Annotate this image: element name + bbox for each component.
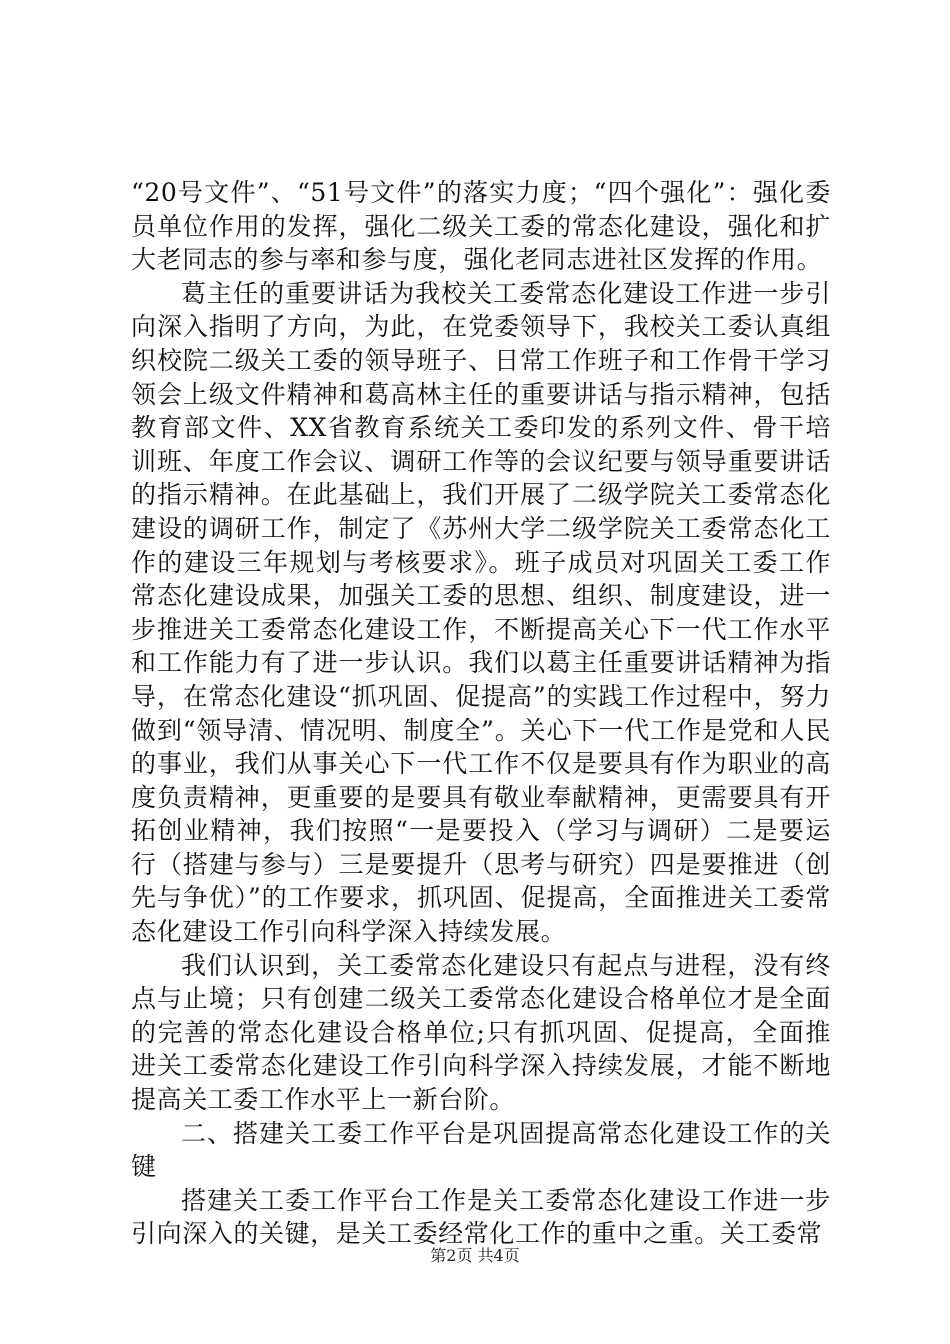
page-footer: 第2页 共4页: [430, 1246, 520, 1265]
paragraph: 我们认识到，关工委常态化建设只有起点与进程，没有终点与止境；只有创建二级关工委常态化建设合格单位才是全面的完善的常态化建设合格单位;只有抓巩固、促提高，全面推进关工委常态化建设工作引向科学深入持续发展，才能不断地提高关工委工作水平上一新台阶。: [131, 950, 831, 1115]
document-body: [131, 176, 831, 1251]
paragraph: 搭建关工委工作平台工作是关工委常态化建设工作进一步引向深入的关键，是关工委经常化工作的重中之重。关工委常: [131, 1185, 831, 1249]
paragraph: 葛主任的重要讲话为我校关工委常态化建设工作进一步引向深入指明了方向，为此，在党委领导下，我校关工委认真组织校院二级关工委的领导班子、日常工作班子和工作骨干学习领会上级文件精神和葛高林主任的重要讲话与指示精神，包括教育部文件、XX省教育系统关工委印发的系列文件、骨干培训班、年度工作会议、调研工作等的会议纪要与领导重要讲话的指示精神。在此基础上，我们开展了二级学院关工委常态化建设的调研工作，制定了《苏州大学二级学院关工委常态化工作的建设三年规划与考核要求》。班子成员对巩固关工委工作常态化建设成果，加强关工委的思想、组织、制度建设，进一步推进关工委常态化建设工作，不断提高关心下一代工作水平和工作能力有了进一步认识。我们以葛主任重要讲话精神为指导，在常态化建设“抓巩固、促提高”的实践工作过程中，努力做到“领导清、情况明、制度全”。关心下一代工作是党和人民的事业，我们从事关心下一代工作不仅是要具有作为职业的高度负责精神，更重要的是要具有敬业奉献精神，更需要具有开拓创业精神，我们按照“一是要投入（学习与调研）二是要运行（搭建与参与）三是要提升（思考与研究）四是要推进（创先与争优）”的工作要求，抓巩固、促提高，全面推进关工委常态化建设工作引向科学深入持续发展。: [131, 278, 831, 947]
paragraph: “20号文件”、“51号文件”的落实力度；“四个强化”：强化委员单位作用的发挥，强化二级关工委的常态化建设，强化和扩大老同志的参与率和参与度，强化老同志进社区发挥的作用。: [131, 178, 831, 275]
section-heading: 二、搭建关工委工作平台是巩固提高常态化建设工作的关键: [131, 1118, 831, 1182]
